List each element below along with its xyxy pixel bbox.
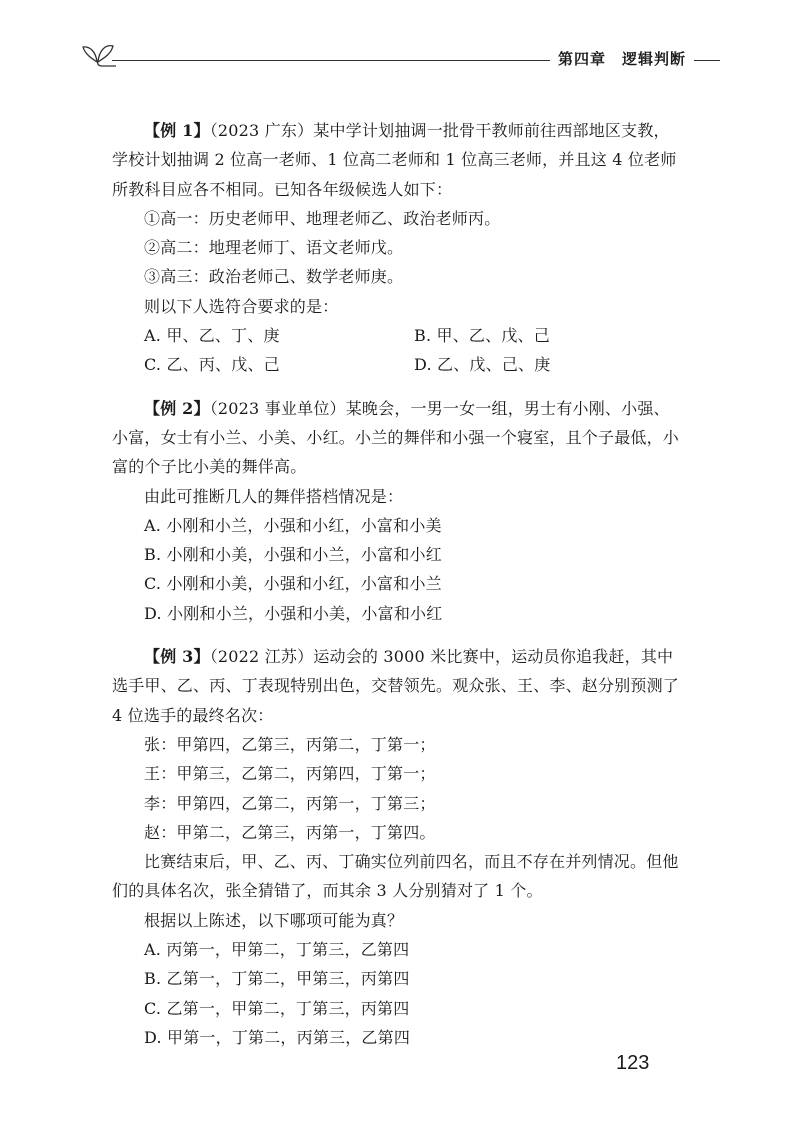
- option-c: C. 乙、丙、戊、己: [144, 355, 280, 375]
- prediction-zhang: 张：甲第四，乙第三，丙第二，丁第一；: [144, 734, 436, 754]
- example-2: [112, 394, 684, 628]
- example-2-stem: [112, 394, 684, 482]
- prediction-zhao: 赵：甲第二，乙第三，丙第一，丁第四。: [144, 822, 436, 842]
- example-3-question: 根据以上陈述，以下哪项可能为真？: [144, 910, 404, 930]
- example-1-intro: （2023 广东）某中学计划抽调一批骨干教师前往西部地区支教，学校计划抽调 2 位高一老师、1 位高二老师和 1 位高三老师，并且这 4 位老师所教科目应各不相同。已知各年级候选人如下：: [112, 121, 677, 199]
- example-1: [112, 116, 684, 380]
- page-header: [80, 32, 720, 72]
- example-1-stem: [112, 116, 684, 204]
- chapter-heading: [550, 48, 694, 69]
- example-3-stem: [112, 642, 684, 730]
- option-d: D. 乙、戊、己、庚: [414, 355, 551, 375]
- example-3-result: 比赛结束后，甲、乙、丙、丁确实位列前四名，而且不存在并列情况。但他们的具体名次，张全猜错了，而其余 3 人分别猜对了 1 个。: [112, 852, 679, 901]
- sprout-leaf-icon: [80, 38, 116, 68]
- example-2-question: 由此可推断几人的舞伴搭档情况是：: [144, 486, 404, 506]
- example-1-tag: 【例 1】: [144, 121, 210, 140]
- example-3-tag: 【例 3】: [144, 647, 210, 667]
- example-1-line: ③高三：政治老师己、数学老师庚。: [144, 267, 404, 287]
- example-2-intro: （2023 事业单位）某晚会，一男一女一组，男士有小刚、小强、小富，女士有小兰、小美、小红。小兰的舞伴和小强一个寝室，且个子最低，小富的个子比小美的舞伴高。: [112, 398, 680, 477]
- option-a: A. 小刚和小兰，小强和小红，小富和小美: [144, 515, 442, 535]
- option-a: A. 甲、乙、丁、庚: [144, 326, 280, 346]
- page-content: [112, 116, 684, 1066]
- example-1-options: [112, 321, 684, 380]
- prediction-li: 李：甲第四，乙第二，丙第一，丁第三；: [144, 793, 436, 813]
- option-b: B. 小刚和小美，小强和小兰，小富和小红: [144, 545, 442, 565]
- option-a: A. 丙第一，甲第二，丁第三，乙第四: [144, 940, 410, 960]
- chapter-title: 逻辑判断: [621, 50, 686, 68]
- example-3: [112, 642, 684, 1052]
- example-1-line: ②高二：地理老师丁、语文老师戊。: [144, 238, 404, 258]
- option-c: C. 小刚和小美，小强和小红，小富和小兰: [144, 574, 442, 594]
- prediction-wang: 王：甲第三，乙第二，丙第四，丁第一；: [144, 764, 436, 784]
- example-1-question: 则以下人选符合要求的是：: [144, 296, 339, 316]
- example-2-tag: 【例 2】: [144, 398, 210, 418]
- example-3-intro: （2022 江苏）运动会的 3000 米比赛中，运动员你追我赶，其中选手甲、乙、丙、丁表现特别出色，交替领先。观众张、王、李、赵分别预测了 4 位选手的最终名次：: [112, 647, 680, 725]
- option-d: D. 小刚和小兰，小强和小美，小富和小红: [144, 603, 443, 623]
- chapter-number: 第四章: [557, 50, 606, 68]
- example-1-line: ①高一：历史老师甲、地理老师乙、政治老师丙。: [144, 208, 501, 228]
- option-b: B. 乙第一，丁第二，甲第三，丙第四: [144, 969, 410, 989]
- option-c: C. 乙第一，甲第二，丁第三，丙第四: [144, 998, 410, 1018]
- page-number: 123: [616, 1052, 650, 1074]
- option-d: D. 甲第一，丁第二，丙第三，乙第四: [144, 1027, 411, 1047]
- option-b: B. 甲、乙、戊、己: [414, 326, 550, 346]
